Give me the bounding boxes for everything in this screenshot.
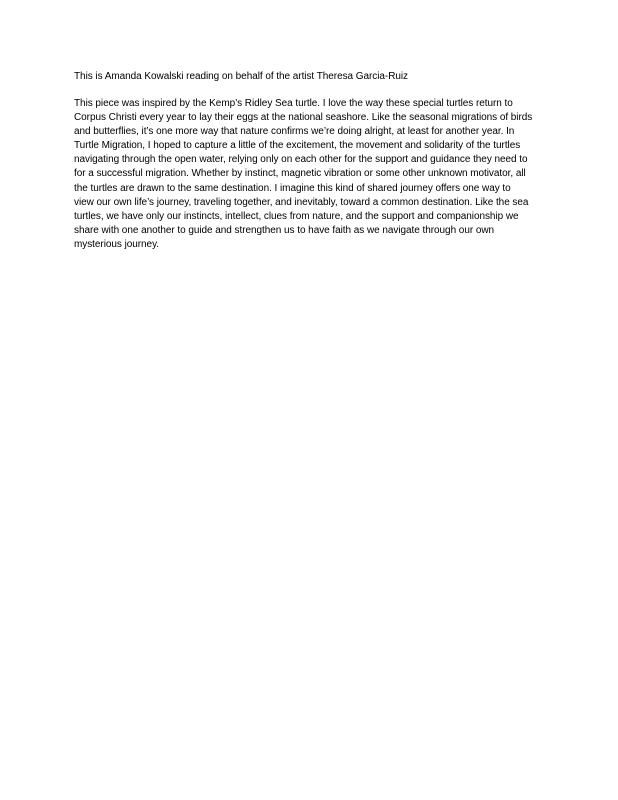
paragraph-line: Turtle Migration, I hoped to capture a little of the excitement, the movement and solidarity of the turtles — [74, 140, 521, 152]
intro-line: This is Amanda Kowalski reading on behalf of the artist Theresa Garcia-Ruiz — [74, 71, 409, 82]
paragraph-line: view our own life’s journey, traveling together, and inevitably, toward a common destination. Like the sea — [74, 196, 529, 208]
artist-statement-paragraph — [74, 97, 560, 252]
paragraph-line: share with one another to guide and strengthen us to have faith as we navigate through our own — [74, 224, 495, 236]
paragraph-line: turtles, we have only our instincts, intellect, clues from nature, and the support and companionship we — [74, 210, 519, 222]
paragraph-line: This piece was inspired by the Kemp’s Ridley Sea turtle. I love the way these special turtles return to — [74, 98, 513, 109]
paragraph-line: navigating through the open water, relying only on each other for the support and guidance they need to — [74, 154, 528, 166]
paragraph-line: Corpus Christi every year to lay their eggs at the national seashore. Like the seasonal migrations of birds — [74, 112, 533, 124]
paragraph-line: and butterflies, it’s one more way that nature confirms we’re doing alright, at least for another year. In — [74, 126, 515, 138]
paragraph-line: mysterious journey. — [74, 238, 160, 250]
paragraph-line: for a successful migration. Whether by instinct, magnetic vibration or some other unknown motivator, all — [74, 168, 526, 180]
paragraph-line: the turtles are drawn to the same destination. I imagine this kind of shared journey offers one way to — [74, 182, 511, 194]
